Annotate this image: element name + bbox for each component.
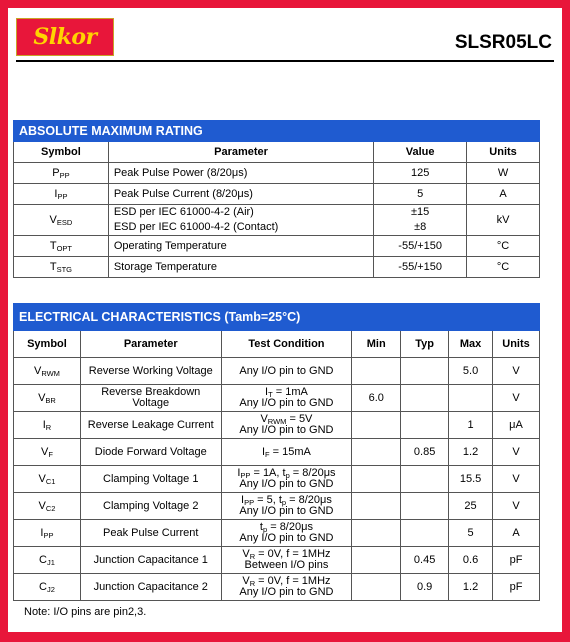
unit-cell: V	[493, 466, 540, 493]
table-row	[14, 257, 540, 278]
unit-cell: °C	[467, 257, 540, 278]
table-row	[14, 439, 540, 466]
column-header: Parameter	[80, 331, 221, 358]
symbol-cell: $V_{C2}$	[14, 493, 81, 520]
value-cell: ±8	[374, 220, 467, 236]
column-header: Min	[352, 331, 401, 358]
column-header: Symbol	[14, 331, 81, 358]
min-cell	[352, 358, 401, 385]
unit-cell: pF	[493, 547, 540, 574]
symbol-cell: $C_{J2}$	[14, 574, 81, 601]
parameter-cell: Reverse Leakage Current	[80, 412, 221, 439]
symbol-cell: $V_F$	[14, 439, 81, 466]
min-cell	[352, 493, 401, 520]
parameter-cell: Storage Temperature	[108, 257, 373, 278]
table-row	[14, 163, 540, 184]
table-row	[14, 385, 540, 412]
parameter-cell: Operating Temperature	[108, 236, 373, 257]
typ-cell: 0.45	[401, 547, 449, 574]
condition-cell: $V_{RWM} = 5V$ Any I/O pin to GND	[221, 412, 352, 439]
parameter-cell: Peak Pulse Current (8/20μs)	[108, 184, 373, 205]
table-row	[14, 493, 540, 520]
min-cell	[352, 520, 401, 547]
unit-cell: W	[467, 163, 540, 184]
symbol-cell: $P_{PP}$	[14, 163, 109, 184]
unit-cell: V	[493, 493, 540, 520]
max-cell: 1	[449, 412, 493, 439]
footnote: Note: I/O pins are pin2,3.	[24, 606, 147, 618]
table-row	[14, 358, 540, 385]
symbol-cell: $I_R$	[14, 412, 81, 439]
column-header: Typ	[401, 331, 449, 358]
min-cell	[352, 439, 401, 466]
typ-cell: 0.85	[401, 439, 449, 466]
value-cell: ±15	[374, 205, 467, 221]
table-row	[14, 205, 540, 221]
symbol-cell: $T_{OPT}$	[14, 236, 109, 257]
typ-cell	[401, 520, 449, 547]
max-cell: 25	[449, 493, 493, 520]
electrical-characteristics-table	[13, 303, 540, 601]
min-cell: 6.0	[352, 385, 401, 412]
table-row	[14, 412, 540, 439]
unit-cell: A	[467, 184, 540, 205]
symbol-cell: $C_{J1}$	[14, 547, 81, 574]
unit-cell: kV	[467, 205, 540, 236]
table-row	[14, 466, 540, 493]
parameter-cell: Peak Pulse Current	[80, 520, 221, 547]
column-header: Units	[493, 331, 540, 358]
table-row	[14, 236, 540, 257]
typ-cell	[401, 412, 449, 439]
symbol-cell: $V_{C1}$	[14, 466, 81, 493]
column-header: Symbol	[14, 142, 109, 163]
condition-cell: $I_F = 15mA$	[221, 439, 352, 466]
parameter-cell: Peak Pulse Power (8/20μs)	[108, 163, 373, 184]
symbol-cell: $V_{ESD}$	[14, 205, 109, 236]
symbol-cell: $V_{RWM}$	[14, 358, 81, 385]
part-number: SLSR05LC	[454, 32, 552, 53]
parameter-cell: ESD per IEC 61000-4-2 (Air)	[108, 205, 373, 221]
max-cell: 15.5	[449, 466, 493, 493]
parameter-cell: ESD per IEC 61000-4-2 (Contact)	[108, 220, 373, 236]
parameter-cell: Diode Forward Voltage	[80, 439, 221, 466]
table-row	[14, 520, 540, 547]
condition-cell: $t_p = 8/20\mu s$ Any I/O pin to GND	[221, 520, 352, 547]
max-cell: 1.2	[449, 439, 493, 466]
min-cell	[352, 574, 401, 601]
unit-cell: V	[493, 358, 540, 385]
condition-cell: $I_{PP} = 5$, $t_p = 8/20\mu s$ Any I/O pin to GND	[221, 493, 352, 520]
symbol-cell: $T_{STG}$	[14, 257, 109, 278]
typ-cell	[401, 358, 449, 385]
logo-text: Slkor	[33, 24, 97, 50]
value-cell: -55/+150	[374, 236, 467, 257]
unit-cell: °C	[467, 236, 540, 257]
column-header: Test Condition	[221, 331, 352, 358]
parameter-cell: Junction Capacitance 1	[80, 547, 221, 574]
absolute-maximum-rating-table	[13, 120, 540, 278]
unit-cell: pF	[493, 574, 540, 601]
parameter-cell: Junction Capacitance 2	[80, 574, 221, 601]
max-cell: 0.6	[449, 547, 493, 574]
unit-cell: μA	[493, 412, 540, 439]
value-cell: -55/+150	[374, 257, 467, 278]
symbol-cell: $V_{BR}$	[14, 385, 81, 412]
column-header: Units	[467, 142, 540, 163]
value-cell: 5	[374, 184, 467, 205]
typ-cell	[401, 493, 449, 520]
unit-cell: V	[493, 439, 540, 466]
table-row	[14, 184, 540, 205]
parameter-cell: Clamping Voltage 2	[80, 493, 221, 520]
unit-cell: V	[493, 385, 540, 412]
table-title: ABSOLUTE MAXIMUM RATING	[14, 121, 540, 142]
typ-cell: 0.9	[401, 574, 449, 601]
max-cell: 1.2	[449, 574, 493, 601]
max-cell	[449, 385, 493, 412]
column-header: Parameter	[108, 142, 373, 163]
unit-cell: A	[493, 520, 540, 547]
column-header: Value	[374, 142, 467, 163]
value-cell: 125	[374, 163, 467, 184]
parameter-cell: Reverse Working Voltage	[80, 358, 221, 385]
min-cell	[352, 412, 401, 439]
condition-cell: Any I/O pin to GND	[221, 358, 352, 385]
min-cell	[352, 547, 401, 574]
table-title: ELECTRICAL CHARACTERISTICS (Tamb=25°C)	[14, 304, 540, 331]
max-cell: 5	[449, 520, 493, 547]
typ-cell	[401, 466, 449, 493]
table-row	[14, 574, 540, 601]
parameter-cell: Reverse Breakdown Voltage	[80, 385, 221, 412]
condition-cell: $I_T = 1mA$ Any I/O pin to GND	[221, 385, 352, 412]
column-header: Max	[449, 331, 493, 358]
symbol-cell: $I_{PP}$	[14, 184, 109, 205]
header-divider	[16, 60, 554, 62]
condition-cell: $V_R = 0V$, f = 1MHz Any I/O pin to GND	[221, 574, 352, 601]
table-row	[14, 547, 540, 574]
condition-cell: $I_{PP} = 1A$, $t_p = 8/20\mu s$ Any I/O pin to GND	[221, 466, 352, 493]
symbol-cell: $I_{PP}$	[14, 520, 81, 547]
condition-cell: $V_R = 0V$, f = 1MHz Between I/O pins	[221, 547, 352, 574]
parameter-cell: Clamping Voltage 1	[80, 466, 221, 493]
min-cell	[352, 466, 401, 493]
company-logo	[16, 18, 114, 56]
max-cell: 5.0	[449, 358, 493, 385]
typ-cell	[401, 385, 449, 412]
